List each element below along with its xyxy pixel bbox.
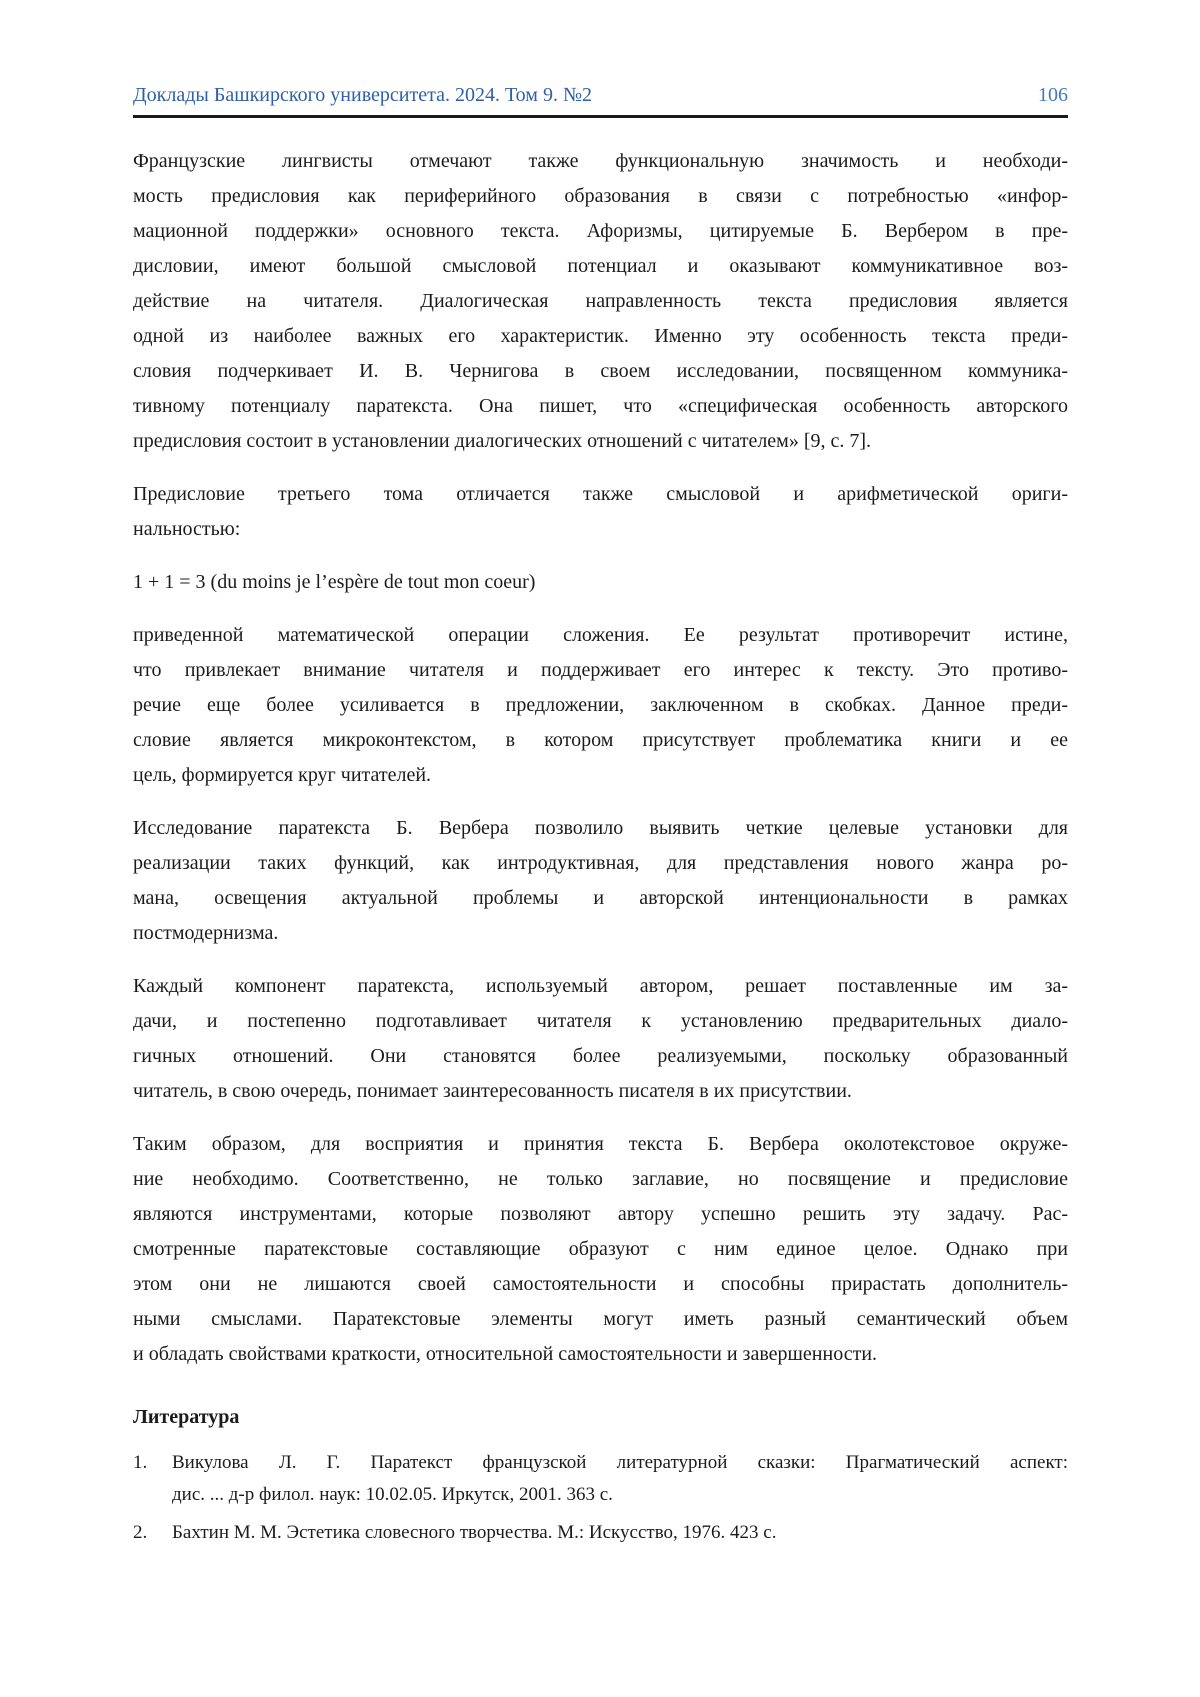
text-line: дисловии, имеют большой смысловой потенциал и оказывают коммуникативное воз- (133, 255, 1068, 277)
text-line: мость предисловия как периферийного образования в связи с потребностью «инфор- (133, 185, 1068, 207)
reference-number: 2. (133, 1522, 148, 1543)
text-line: предисловия состоит в установлении диалогических отношений с читателем» [9, с. 7]. (133, 430, 872, 452)
text-line: тивному потенциалу паратекста. Она пишет, что «специфическая особенность авторского (133, 395, 1068, 417)
text-line: нальностью: (133, 518, 241, 540)
text-line: Французские лингвисты отмечают также функциональную значимость и необходи- (133, 150, 1068, 172)
reference-number: 1. (133, 1452, 148, 1473)
header-rule (133, 115, 1068, 118)
text-line: являются инструментами, которые позволяют автору успешно решить эту задачу. Рас- (133, 1203, 1068, 1225)
text-line: 1 + 1 = 3 (du moins je l’espère de tout mon coeur) (133, 571, 536, 593)
literature-list (133, 1447, 1068, 1549)
page-number: 106 (1038, 84, 1068, 106)
reference-item (133, 1447, 1068, 1511)
text-line: дачи, и постепенно подготавливает читателя к установлению предварительных диало- (133, 1010, 1068, 1032)
paragraph-3 (133, 618, 1068, 793)
text-line: приведенной математической операции сложения. Ее результат противоречит истине, (133, 624, 1068, 646)
text-line: мационной поддержки» основного текста. Афоризмы, цитируемые Б. Вербером в пре- (133, 220, 1068, 242)
journal-title: Доклады Башкирского университета. 2024. Том 9. №2 (133, 84, 593, 106)
text-line: смотренные паратекстовые составляющие образуют с ним единое целое. Однако при (133, 1238, 1068, 1260)
text-line: гичных отношений. Они становятся более реализуемыми, поскольку образованный (133, 1045, 1068, 1067)
text-line: Исследование паратекста Б. Вербера позволило выявить четкие целевые установки для (133, 817, 1068, 839)
reference-text (172, 1517, 1068, 1549)
reference-text (172, 1447, 1068, 1511)
text-line: цель, формируется круг читателей. (133, 764, 432, 786)
paragraph-1 (133, 144, 1068, 459)
text-line: и обладать свойствами краткости, относительной самостоятельности и завершенности. (133, 1343, 878, 1365)
text-line: мана, освещения актуальной проблемы и авторской интенциональности в рамках (133, 887, 1068, 909)
reference-item (133, 1517, 1068, 1549)
page-header (133, 84, 1068, 106)
text-line: словие является микроконтекстом, в котором присутствует проблематика книги и ее (133, 729, 1068, 751)
text-line: Бахтин М. М. Эстетика словесного творчества. М.: Искусство, 1976. 423 с. (172, 1522, 777, 1543)
text-line: Предисловие третьего тома отличается также смысловой и арифметической ориги- (133, 483, 1068, 505)
text-line: постмодернизма. (133, 922, 279, 944)
text-line: реализации таких функций, как интродуктивная, для представления нового жанра ро- (133, 852, 1068, 874)
paragraph-6 (133, 1127, 1068, 1372)
text-line: Таким образом, для восприятия и принятия текста Б. Вербера околотекстовое окруже- (133, 1133, 1068, 1155)
paragraph-5 (133, 969, 1068, 1109)
text-line: что привлекает внимание читателя и поддерживает его интерес к тексту. Это противо- (133, 659, 1068, 681)
text-line: одной из наиболее важных его характеристик. Именно эту особенность текста преди- (133, 325, 1068, 347)
text-line: дис. ... д-р филол. наук: 10.02.05. Иркутск, 2001. 363 с. (172, 1484, 613, 1505)
literature-heading: Литература (133, 1406, 240, 1428)
formula-quote (133, 565, 1068, 600)
text-line: этом они не лишаются своей самостоятельности и способны прирастать дополнитель- (133, 1273, 1068, 1295)
text-line: Каждый компонент паратекста, используемый автором, решает поставленные им за- (133, 975, 1068, 997)
text-line: Викулова Л. Г. Паратекст французской литературной сказки: Прагматический аспект: (172, 1452, 1068, 1473)
text-line: ными смыслами. Паратекстовые элементы могут иметь разный семантический объем (133, 1308, 1068, 1330)
body-content (133, 144, 1068, 1372)
text-line: действие на читателя. Диалогическая направленность текста предисловия является (133, 290, 1068, 312)
paragraph-2 (133, 477, 1068, 547)
paragraph-4 (133, 811, 1068, 951)
text-line: словия подчеркивает И. В. Чернигова в своем исследовании, посвященном коммуника- (133, 360, 1068, 382)
text-line: ние необходимо. Соответственно, не только заглавие, но посвящение и предисловие (133, 1168, 1068, 1190)
text-line: читатель, в свою очередь, понимает заинтересованность писателя в их присутствии. (133, 1080, 852, 1102)
text-line: речие еще более усиливается в предложении, заключенном в скобках. Данное преди- (133, 694, 1068, 716)
